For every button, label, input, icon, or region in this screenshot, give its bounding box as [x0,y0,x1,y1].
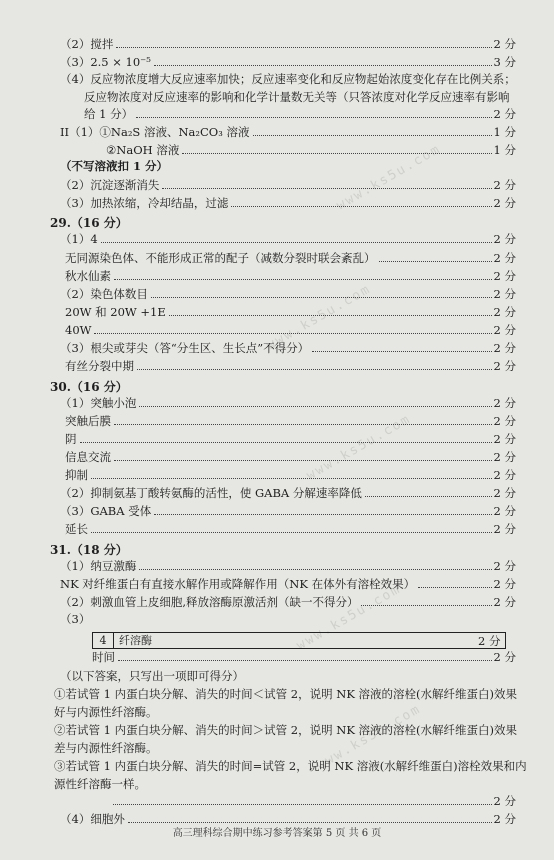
answer-text: 源性纤溶酶一样。 [54,777,146,791]
watermark: www.ks5u.com [334,141,444,214]
answer-line: ②NaOH 溶液 1 分 [106,143,516,157]
answer-line: （3）根尖或芽尖（答“分生区、生长点”不得分） 2 分 [60,341,516,355]
answer-line: NK 对纤维蛋白有直接水解作用或降解作用（NK 在体外有溶栓效果） 2 分 [60,577,516,591]
answer-text: ②若试管 1 内蛋白块分解、消失的时间＞试管 2，说明 NK 溶液的溶栓(水解纤维蛋白)效果 [54,723,518,737]
answer-text: （4）反应物浓度增大反应速率加快；反应速率变化和反应物起始浓度变化存在比例关系； [60,72,516,86]
watermark: www.ks5u.com [294,581,404,654]
answer-line: 20W 和 20W +1E 2 分 [65,305,516,319]
answer-line: （1）突触小泡 2 分 [60,396,516,410]
table-cell: 4 [93,633,114,648]
answer-line: 信息交流 2 分 [65,450,516,464]
answer-line: （4）细胞外 2 分 [60,812,516,826]
answer-text: 反应物浓度对反应速率的影响和化学计量数无关等（只答浓度对化学反应速率有影响 [84,90,510,104]
answer-line: （2）刺激血管上皮细胞,释放溶酶原激活剂（缺一不得分） 2 分 [60,595,516,609]
answer-text: （3） [60,612,91,626]
answer-line: 给 1 分） 2 分 [84,107,516,121]
section-heading: 31.（18 分） [50,543,128,557]
answer-line: 2 分 [478,634,501,648]
answer-line: 时间 2 分 [92,650,516,664]
table-cell: 纤溶酶 [119,634,152,647]
answer-line: （3）加热浓缩，冷却结晶，过滤 2 分 [60,196,516,210]
answer-line: 有丝分裂中期 2 分 [65,359,516,373]
answer-line: 无同源染色体、不能形成正常的配子（减数分裂时联会紊乱） 2 分 [65,251,516,265]
answer-line: （3）GABA 受体 2 分 [60,504,516,518]
answer-line: （2）搅拌 2 分 [60,37,516,51]
answer-line: 秋水仙素 2 分 [65,269,516,283]
watermark: www.ks5u.com [264,281,374,354]
answer-table [92,632,506,649]
section-heading: 30.（16 分） [50,380,128,394]
answer-note: （不写溶液扣 1 分） [60,159,169,173]
answer-line: （2）抑制氨基丁酸转氨酶的活性，使 GABA 分解速率降低 2 分 [60,486,516,500]
answer-line: II（1）①Na₂S 溶液、Na₂CO₃ 溶液 1 分 [60,125,516,139]
answer-line: （2）沉淀逐渐消失 2 分 [60,178,516,192]
answer-line: 阴 2 分 [65,432,516,446]
answer-text: ①若试管 1 内蛋白块分解、消失的时间＜试管 2，说明 NK 溶液的溶栓(水解纤维蛋白)效果 [54,687,518,701]
answer-text: 差与内源性纤溶酶。 [54,741,158,755]
answer-line: （1）纳豆激酶 2 分 [60,559,516,573]
answer-line: 2 分 [110,794,516,809]
answer-line: （1）4 2 分 [60,232,516,246]
page-footer: 高三理科综合期中练习参考答案第 5 页 共 6 页 [172,828,382,839]
answer-line: （3）2.5 × 10⁻⁵ 3 分 [60,55,516,69]
answer-line: 40W 2 分 [65,323,516,337]
answer-note: （以下答案，只写出一项即可得分） [60,669,244,683]
answer-line: 延长 2 分 [65,522,516,536]
answer-text: ③若试管 1 内蛋白块分解、消失的时间=试管 2，说明 NK 溶液(水解纤维蛋白)溶栓效果和内 [54,759,527,773]
watermark: www.ks5u.com [304,411,414,484]
answer-line: 抑制 2 分 [65,468,516,482]
answer-line: （2）染色体数目 2 分 [60,287,516,301]
answer-line: 突触后膜 2 分 [65,414,516,428]
section-heading: 29.（16 分） [50,216,128,230]
watermark: www.ks5u.com [314,701,424,774]
answer-text: 好与内源性纤溶酶。 [54,705,158,719]
